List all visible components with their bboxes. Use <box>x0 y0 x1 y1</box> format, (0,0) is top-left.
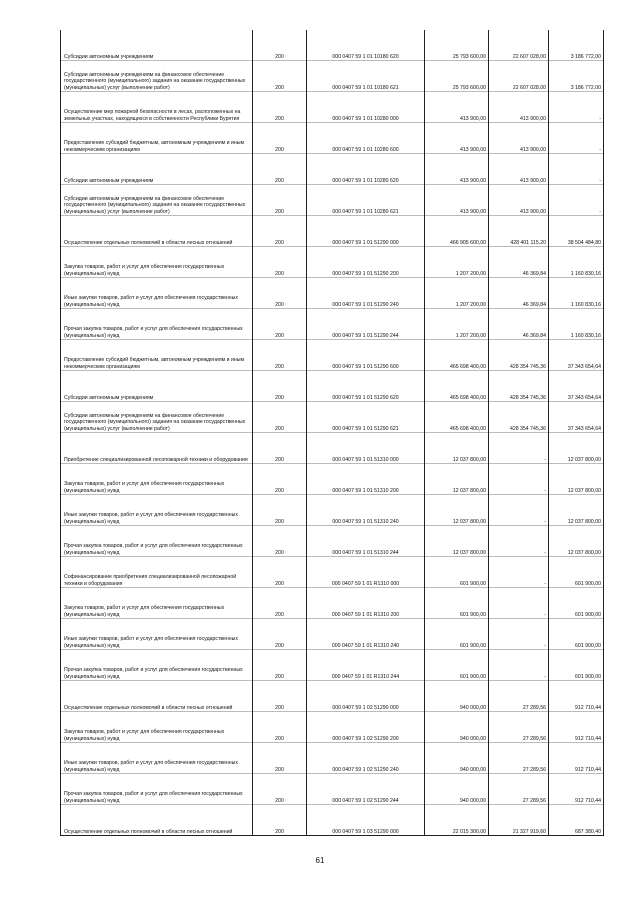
table-row <box>61 619 604 650</box>
cell-unexecuted-amount: 601 900,00 <box>549 588 604 619</box>
cell-name: Субсидии автономным учреждениям <box>61 371 253 402</box>
cell-classification-code: 000 0407 59 1 01 51290 621 <box>307 402 425 433</box>
cell-approved-amount: 601 900,00 <box>425 650 489 681</box>
cell-name: Субсидии автономным учреждениям на финансовое обеспечение государственного (муниципального) задания на оказание государственных (муниципальных) услуг (выполнение работ) <box>61 402 253 433</box>
cell-unexecuted-amount: 912 710,44 <box>549 743 604 774</box>
table-row <box>61 185 604 216</box>
table-row <box>61 278 604 309</box>
cell-approved-amount: 12 037 800,00 <box>425 464 489 495</box>
cell-unexecuted-amount: 12 037 800,00 <box>549 433 604 464</box>
cell-classification-code: 000 0407 59 1 01 51290 240 <box>307 278 425 309</box>
cell-classification-code: 000 0407 59 1 03 51290 000 <box>307 805 425 836</box>
cell-name: Субсидии автономным учреждениям <box>61 30 253 61</box>
cell-classification-code: 000 0407 59 1 01 10280 000 <box>307 92 425 123</box>
cell-classification-code: 000 0407 59 1 01 10180 620 <box>307 30 425 61</box>
table-row <box>61 588 604 619</box>
table-row <box>61 371 604 402</box>
cell-unexecuted-amount: 1 160 830,16 <box>549 247 604 278</box>
cell-classification-code: 000 0407 59 1 01 51290 200 <box>307 247 425 278</box>
cell-name: Предоставление субсидий бюджетным, автономным учреждениям и иным некоммерческим организациям <box>61 123 253 154</box>
cell-name: Прочая закупка товаров, работ и услуг для обеспечения государственных (муниципальных) нужд <box>61 309 253 340</box>
cell-executed-amount: 27 289,56 <box>489 712 549 743</box>
cell-approved-amount: 940 000,00 <box>425 712 489 743</box>
cell-line-code: 200 <box>253 185 307 216</box>
cell-approved-amount: 413 900,00 <box>425 185 489 216</box>
cell-approved-amount: 413 900,00 <box>425 92 489 123</box>
cell-unexecuted-amount: 12 037 800,00 <box>549 526 604 557</box>
table-row <box>61 464 604 495</box>
cell-executed-amount: 428 354 745,36 <box>489 340 549 371</box>
cell-approved-amount: 12 037 800,00 <box>425 526 489 557</box>
cell-executed-amount: 22 607 028,00 <box>489 30 549 61</box>
cell-unexecuted-amount: 12 037 800,00 <box>549 464 604 495</box>
cell-name: Иные закупки товаров, работ и услуг для обеспечения государственных (муниципальных) нужд <box>61 743 253 774</box>
cell-unexecuted-amount: 1 160 830,16 <box>549 309 604 340</box>
cell-line-code: 200 <box>253 681 307 712</box>
cell-classification-code: 000 0407 59 1 01 R1310 240 <box>307 619 425 650</box>
cell-classification-code: 000 0407 59 1 01 10180 621 <box>307 61 425 92</box>
table-row <box>61 30 604 61</box>
cell-classification-code: 000 0407 59 1 02 51290 000 <box>307 681 425 712</box>
cell-classification-code: 000 0407 59 1 01 51310 244 <box>307 526 425 557</box>
cell-classification-code: 000 0407 59 1 01 10280 600 <box>307 123 425 154</box>
table-row <box>61 340 604 371</box>
cell-name: Субсидии автономным учреждениям на финансовое обеспечение государственного (муниципального) задания на оказание государственных (муниципальных) услуг (выполнение работ) <box>61 61 253 92</box>
cell-approved-amount: 1 207 200,00 <box>425 247 489 278</box>
cell-line-code: 200 <box>253 619 307 650</box>
cell-name: Прочая закупка товаров, работ и услуг для обеспечения государственных (муниципальных) нужд <box>61 526 253 557</box>
cell-line-code: 200 <box>253 92 307 123</box>
cell-executed-amount: 413 900,00 <box>489 185 549 216</box>
cell-line-code: 200 <box>253 123 307 154</box>
cell-approved-amount: 465 698 400,00 <box>425 371 489 402</box>
cell-line-code: 200 <box>253 433 307 464</box>
cell-unexecuted-amount: 38 504 484,80 <box>549 216 604 247</box>
cell-executed-amount: 46 369,84 <box>489 247 549 278</box>
table-row <box>61 247 604 278</box>
cell-line-code: 200 <box>253 774 307 805</box>
cell-line-code: 200 <box>253 216 307 247</box>
table-body <box>61 30 604 836</box>
cell-line-code: 200 <box>253 464 307 495</box>
table-row <box>61 557 604 588</box>
cell-line-code: 200 <box>253 30 307 61</box>
cell-approved-amount: 25 793 600,00 <box>425 30 489 61</box>
cell-classification-code: 000 0407 59 1 01 51310 200 <box>307 464 425 495</box>
cell-approved-amount: 940 000,00 <box>425 743 489 774</box>
cell-approved-amount: 465 698 400,00 <box>425 340 489 371</box>
table-row <box>61 433 604 464</box>
cell-name: Закупка товаров, работ и услуг для обеспечения государственных (муниципальных) нужд <box>61 712 253 743</box>
cell-executed-amount: - <box>489 650 549 681</box>
cell-executed-amount: 413 900,00 <box>489 92 549 123</box>
cell-name: Софинансирование приобретения специализированной лесопожарной техники и оборудования <box>61 557 253 588</box>
cell-unexecuted-amount: 601 900,00 <box>549 650 604 681</box>
cell-executed-amount: - <box>489 619 549 650</box>
cell-unexecuted-amount: 912 710,44 <box>549 774 604 805</box>
cell-classification-code: 000 0407 59 1 01 51290 600 <box>307 340 425 371</box>
cell-approved-amount: 25 793 600,00 <box>425 61 489 92</box>
cell-executed-amount: 27 289,56 <box>489 743 549 774</box>
cell-name: Прочая закупка товаров, работ и услуг для обеспечения государственных (муниципальных) нужд <box>61 650 253 681</box>
cell-executed-amount: 428 354 745,36 <box>489 371 549 402</box>
cell-line-code: 200 <box>253 526 307 557</box>
cell-unexecuted-amount: 601 900,00 <box>549 619 604 650</box>
cell-line-code: 200 <box>253 805 307 836</box>
cell-classification-code: 000 0407 59 1 01 51310 000 <box>307 433 425 464</box>
cell-approved-amount: 601 900,00 <box>425 619 489 650</box>
cell-approved-amount: 22 015 300,00 <box>425 805 489 836</box>
cell-approved-amount: 465 698 400,00 <box>425 402 489 433</box>
cell-name: Осуществление отдельных полномочий в области лесных отношений <box>61 681 253 712</box>
cell-name: Закупка товаров, работ и услуг для обеспечения государственных (муниципальных) нужд <box>61 464 253 495</box>
cell-name: Субсидии автономным учреждениям <box>61 154 253 185</box>
budget-table-sheet <box>60 30 603 836</box>
cell-name: Иные закупки товаров, работ и услуг для обеспечения государственных (муниципальных) нужд <box>61 619 253 650</box>
cell-name: Закупка товаров, работ и услуг для обеспечения государственных (муниципальных) нужд <box>61 247 253 278</box>
table-row <box>61 805 604 836</box>
cell-unexecuted-amount: 687 380,40 <box>549 805 604 836</box>
cell-executed-amount: 46 369,84 <box>489 309 549 340</box>
cell-line-code: 200 <box>253 61 307 92</box>
cell-executed-amount: 22 607 028,00 <box>489 61 549 92</box>
cell-name: Предоставление субсидий бюджетным, автономным учреждениям и иным некоммерческим организациям <box>61 340 253 371</box>
cell-unexecuted-amount: - <box>549 92 604 123</box>
table-row <box>61 216 604 247</box>
cell-approved-amount: 466 905 600,00 <box>425 216 489 247</box>
table-row <box>61 526 604 557</box>
cell-unexecuted-amount: 3 186 772,00 <box>549 30 604 61</box>
cell-classification-code: 000 0407 59 1 02 51290 200 <box>307 712 425 743</box>
cell-line-code: 200 <box>253 743 307 774</box>
cell-line-code: 200 <box>253 340 307 371</box>
cell-line-code: 200 <box>253 402 307 433</box>
cell-executed-amount: - <box>489 526 549 557</box>
cell-unexecuted-amount: 912 710,44 <box>549 712 604 743</box>
cell-line-code: 200 <box>253 278 307 309</box>
table-row <box>61 650 604 681</box>
cell-classification-code: 000 0407 59 1 01 10280 621 <box>307 185 425 216</box>
cell-executed-amount: 413 900,00 <box>489 154 549 185</box>
cell-executed-amount: 428 401 115,20 <box>489 216 549 247</box>
cell-approved-amount: 12 037 800,00 <box>425 495 489 526</box>
cell-classification-code: 000 0407 59 1 01 51290 620 <box>307 371 425 402</box>
cell-name: Субсидии автономным учреждениям на финансовое обеспечение государственного (муниципального) задания на оказание государственных (муниципальных) услуг (выполнение работ) <box>61 185 253 216</box>
cell-executed-amount: - <box>489 588 549 619</box>
cell-line-code: 200 <box>253 588 307 619</box>
cell-line-code: 200 <box>253 557 307 588</box>
cell-unexecuted-amount: 37 343 654,64 <box>549 340 604 371</box>
cell-unexecuted-amount: 37 343 654,64 <box>549 371 604 402</box>
cell-unexecuted-amount: 37 343 654,64 <box>549 402 604 433</box>
cell-unexecuted-amount: 912 710,44 <box>549 681 604 712</box>
cell-approved-amount: 413 900,00 <box>425 154 489 185</box>
cell-line-code: 200 <box>253 309 307 340</box>
cell-line-code: 200 <box>253 495 307 526</box>
cell-line-code: 200 <box>253 247 307 278</box>
table-row <box>61 309 604 340</box>
cell-executed-amount: - <box>489 464 549 495</box>
cell-line-code: 200 <box>253 650 307 681</box>
cell-unexecuted-amount: 3 186 772,00 <box>549 61 604 92</box>
cell-classification-code: 000 0407 59 1 01 10280 620 <box>307 154 425 185</box>
table-row <box>61 402 604 433</box>
cell-name: Осуществление отдельных полномочий в области лесных отношений <box>61 805 253 836</box>
cell-name: Прочая закупка товаров, работ и услуг для обеспечения государственных (муниципальных) нужд <box>61 774 253 805</box>
table-row <box>61 92 604 123</box>
cell-approved-amount: 413 900,00 <box>425 123 489 154</box>
cell-name: Приобретение специализированной лесопожарной техники и оборудования <box>61 433 253 464</box>
cell-classification-code: 000 0407 59 1 01 51310 240 <box>307 495 425 526</box>
cell-classification-code: 000 0407 59 1 02 51290 244 <box>307 774 425 805</box>
cell-classification-code: 000 0407 59 1 01 R1310 244 <box>307 650 425 681</box>
cell-line-code: 200 <box>253 371 307 402</box>
table-row <box>61 154 604 185</box>
cell-executed-amount: - <box>489 495 549 526</box>
table-row <box>61 774 604 805</box>
cell-line-code: 200 <box>253 712 307 743</box>
cell-name: Иные закупки товаров, работ и услуг для обеспечения государственных (муниципальных) нужд <box>61 278 253 309</box>
cell-executed-amount: - <box>489 433 549 464</box>
cell-classification-code: 000 0407 59 1 01 R1310 200 <box>307 588 425 619</box>
cell-classification-code: 000 0407 59 1 01 R1310 000 <box>307 557 425 588</box>
cell-unexecuted-amount: - <box>549 154 604 185</box>
cell-approved-amount: 12 037 800,00 <box>425 433 489 464</box>
cell-approved-amount: 940 000,00 <box>425 774 489 805</box>
cell-unexecuted-amount: - <box>549 123 604 154</box>
cell-line-code: 200 <box>253 154 307 185</box>
cell-approved-amount: 601 900,00 <box>425 588 489 619</box>
cell-approved-amount: 940 000,00 <box>425 681 489 712</box>
table-row <box>61 123 604 154</box>
cell-executed-amount: 27 289,56 <box>489 774 549 805</box>
cell-executed-amount: 27 289,56 <box>489 681 549 712</box>
cell-classification-code: 000 0407 59 1 02 51290 240 <box>307 743 425 774</box>
cell-executed-amount: 428 354 745,36 <box>489 402 549 433</box>
cell-executed-amount: - <box>489 557 549 588</box>
table-row <box>61 712 604 743</box>
cell-unexecuted-amount: 1 160 830,16 <box>549 278 604 309</box>
cell-name: Осуществление отдельных полномочий в области лесных отношений <box>61 216 253 247</box>
cell-name: Иные закупки товаров, работ и услуг для обеспечения государственных (муниципальных) нужд <box>61 495 253 526</box>
table-row <box>61 495 604 526</box>
cell-name: Закупка товаров, работ и услуг для обеспечения государственных (муниципальных) нужд <box>61 588 253 619</box>
table-row <box>61 743 604 774</box>
cell-approved-amount: 1 207 200,00 <box>425 309 489 340</box>
table-row <box>61 681 604 712</box>
page-number: 61 <box>315 856 325 865</box>
cell-classification-code: 000 0407 59 1 01 51290 244 <box>307 309 425 340</box>
cell-unexecuted-amount: 12 037 800,00 <box>549 495 604 526</box>
cell-unexecuted-amount: 601 900,00 <box>549 557 604 588</box>
budget-execution-table <box>60 30 604 836</box>
cell-approved-amount: 1 207 200,00 <box>425 278 489 309</box>
cell-approved-amount: 601 900,00 <box>425 557 489 588</box>
cell-executed-amount: 21 327 919,60 <box>489 805 549 836</box>
table-row <box>61 61 604 92</box>
cell-executed-amount: 46 369,84 <box>489 278 549 309</box>
cell-classification-code: 000 0407 59 1 01 51290 000 <box>307 216 425 247</box>
cell-unexecuted-amount: - <box>549 185 604 216</box>
cell-name: Осуществление мер пожарной безопасности в лесах, расположенных на земельных участках, находящихся в собственности Республики Бурятия <box>61 92 253 123</box>
cell-executed-amount: 413 900,00 <box>489 123 549 154</box>
